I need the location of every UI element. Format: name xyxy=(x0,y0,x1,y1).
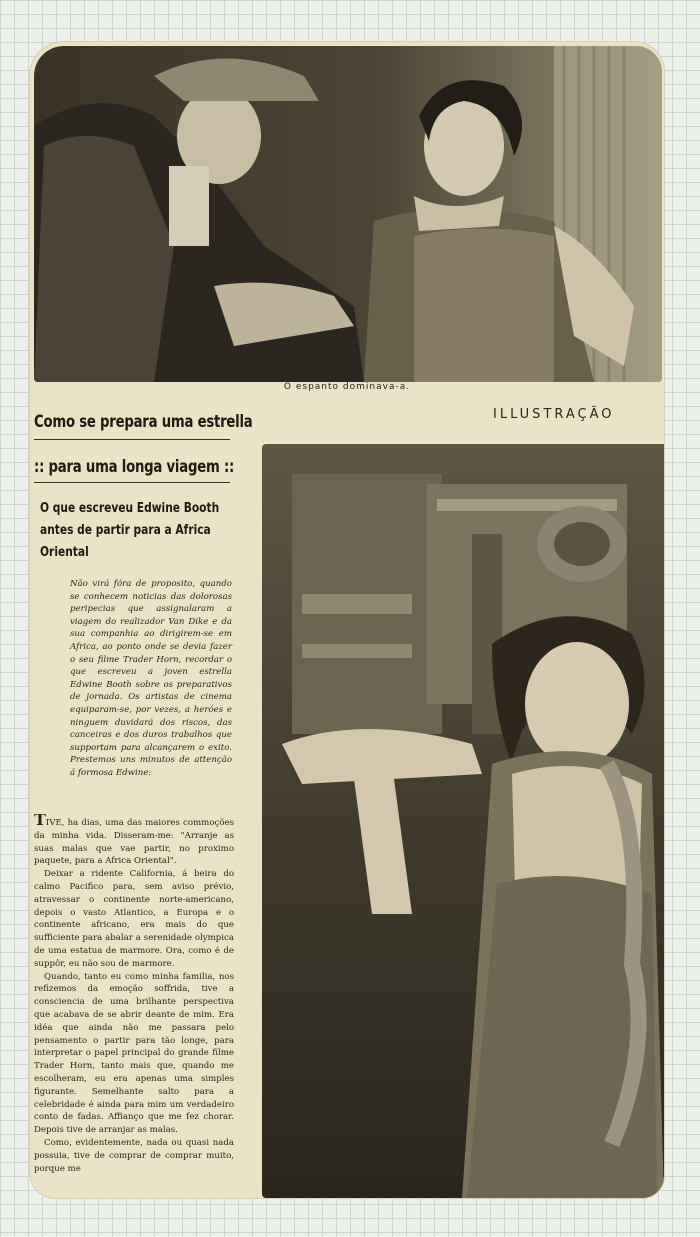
paragraph: Como, evidentemente, nada ou quasi nada possuia, tive de comprar de comprar muito, porque me xyxy=(34,1137,234,1174)
paragraph: Deixar a ridente California, á beira do calmo Pacifico para, sem aviso prévio, atravessar o continente norte-americano, depois o vasto Atlantico, a Europa e o continente africano, era mais do que sufficiente para abalar a serenidade olympica de uma estatua de marmore. Ora, como é de suppôr, eu não sou de marmore. xyxy=(34,869,234,969)
subheadline: O que escreveu Edwine Booth antes de partir para a Africa Oriental xyxy=(40,501,220,560)
photo-illustration xyxy=(262,444,664,1198)
paragraph: TIVE, ha dias, uma das maiores commoções da minha vida. Disseram-me: "Arranje as suas malas que vae partir, no proximo paquete, para a Africa Oriental". xyxy=(34,814,234,868)
article-intro: Não virá fóra de proposito, quando se conhecem noticias das dolorosas peripecias que assignalaram a viagem do realizador Van Dike e da sua companhia ao dirigirem-se em Africa, ao ponto onde se devia fazer o seu filme Trader Horn, recordar o que escreveu a joven estrella Edwine Booth sobre os preparativos de jornada. Os artistas de cinema equiparam-se, por vezes, a heróes e ninguem duvidará dos riscos, das canceiras e dos duros trabalhos que supportam para alcançarem o exito. Prestemos uns minutos de attenção á formosa Edwine: xyxy=(70,579,232,778)
masthead: ILLUSTRAÇÃO xyxy=(493,407,615,422)
paragraph: Quando, tanto eu como minha familia, nos refizemos da emoção soffrida, tive a consciencia de uma brilhante perspectiva que acabava de se abrir deante de mim. Era idéa que ainda não me passara pelo pensamento o partir para tão longe, para interpretar o papel principal do grande filme Trader Horn, tanto mais que, quando me escolheram, eu era apenas uma simples figurante. Semelhante salto para a celebridade é ainda para mim um verdadeiro conto de fadas. Affianço que me fez chorar. Depois tive de arranjar as malas. xyxy=(34,971,234,1136)
newspaper-clipping xyxy=(30,42,664,1198)
headline-line-1: Como se prepara uma estrella xyxy=(34,412,253,432)
article-body xyxy=(34,814,234,1198)
photo-caption: O espanto dominava-a. xyxy=(283,382,411,392)
photo-actress xyxy=(262,444,664,1198)
headline-rule xyxy=(34,482,230,483)
headline-rule xyxy=(34,439,230,440)
headline-line-2: :: para uma longa viagem :: xyxy=(34,457,235,477)
photo-illustration xyxy=(34,46,662,382)
photo-man-and-woman xyxy=(34,46,662,382)
drop-cap: T xyxy=(34,814,46,829)
